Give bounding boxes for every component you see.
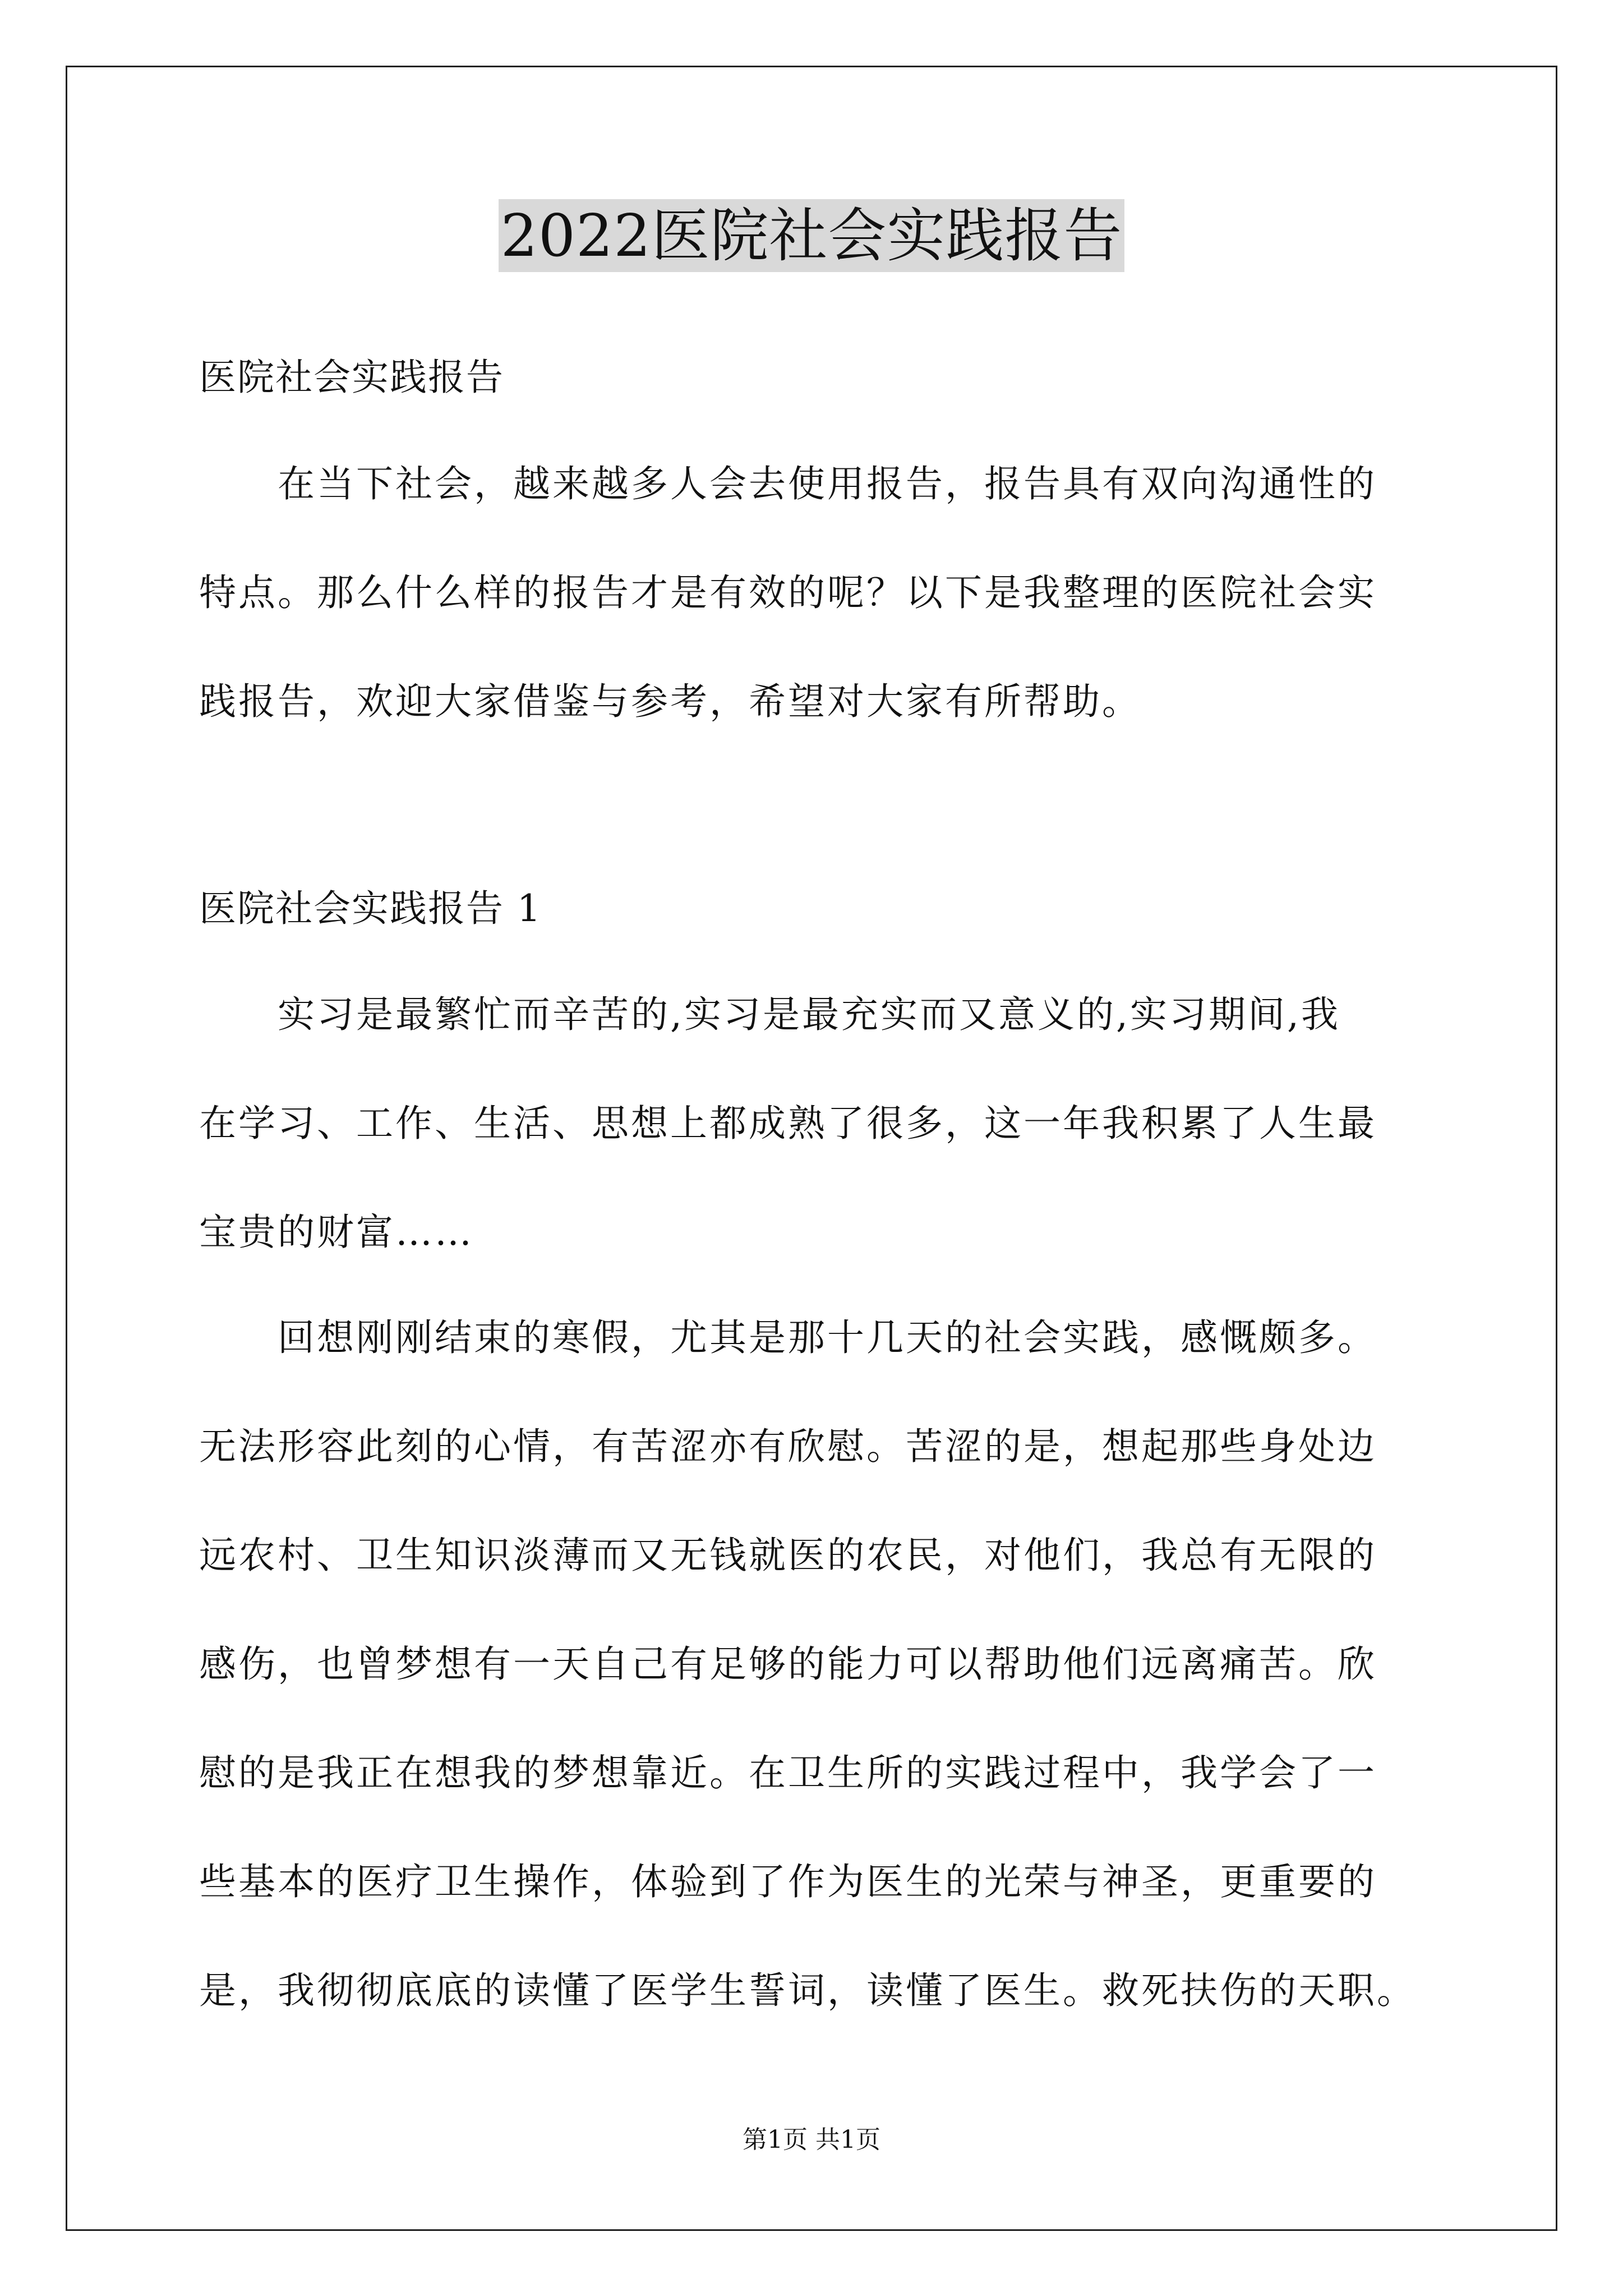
paragraph-line: 在当下社会，越来越多人会去使用报告，报告具有双向沟通性的 [278, 462, 1377, 505]
intro-paragraph [199, 430, 1424, 756]
paragraph-line: 在学习、工作、生活、思想上都成熟了很多，这一年我积累了人生最 [199, 1102, 1377, 1145]
document-title: 2022医院社会实践报告 [499, 199, 1125, 272]
paragraph-line: 无法形容此刻的心情，有苦涩亦有欣慰。苦涩的是，想起那些身处边 [199, 1425, 1377, 1468]
paragraph-line: 些基本的医疗卫生操作，体验到了作为医生的光荣与神圣，更重要的 [199, 1860, 1377, 1903]
body-paragraph-2 [199, 1283, 1424, 2045]
paragraph-line: 感伤，也曾梦想有一天自己有足够的能力可以帮助他们远离痛苦。欣 [199, 1642, 1377, 1686]
paragraph-line: 实习是最繁忙而辛苦的,实习是最充实而又意义的,实习期间,我 [278, 993, 1340, 1036]
paragraph-line: 特点。那么什么样的报告才是有效的呢？以下是我整理的医院社会实 [199, 571, 1377, 614]
section-heading: 医院社会实践报告 1 [199, 887, 542, 930]
paragraph-line: 是，我彻彻底底的读懂了医学生誓词，读懂了医生。救死扶伤的天职。 [199, 1969, 1416, 2012]
page-footer: 第1页 共1页 [743, 2125, 880, 2154]
document-subtitle: 医院社会实践报告 [199, 356, 504, 399]
title-container [0, 199, 1623, 272]
body-paragraph-1 [199, 960, 1424, 1287]
paragraph-line: 回想刚刚结束的寒假，尤其是那十几天的社会实践，感慨颇多。 [278, 1316, 1377, 1359]
paragraph-line: 宝贵的财富…… [199, 1211, 474, 1254]
paragraph-line: 慰的是我正在想我的梦想靠近。在卫生所的实践过程中，我学会了一 [199, 1751, 1377, 1795]
paragraph-line: 践报告，欢迎大家借鉴与参考，希望对大家有所帮助。 [199, 680, 1141, 723]
paragraph-line: 远农村、卫生知识淡薄而又无钱就医的农民，对他们，我总有无限的 [199, 1534, 1377, 1577]
